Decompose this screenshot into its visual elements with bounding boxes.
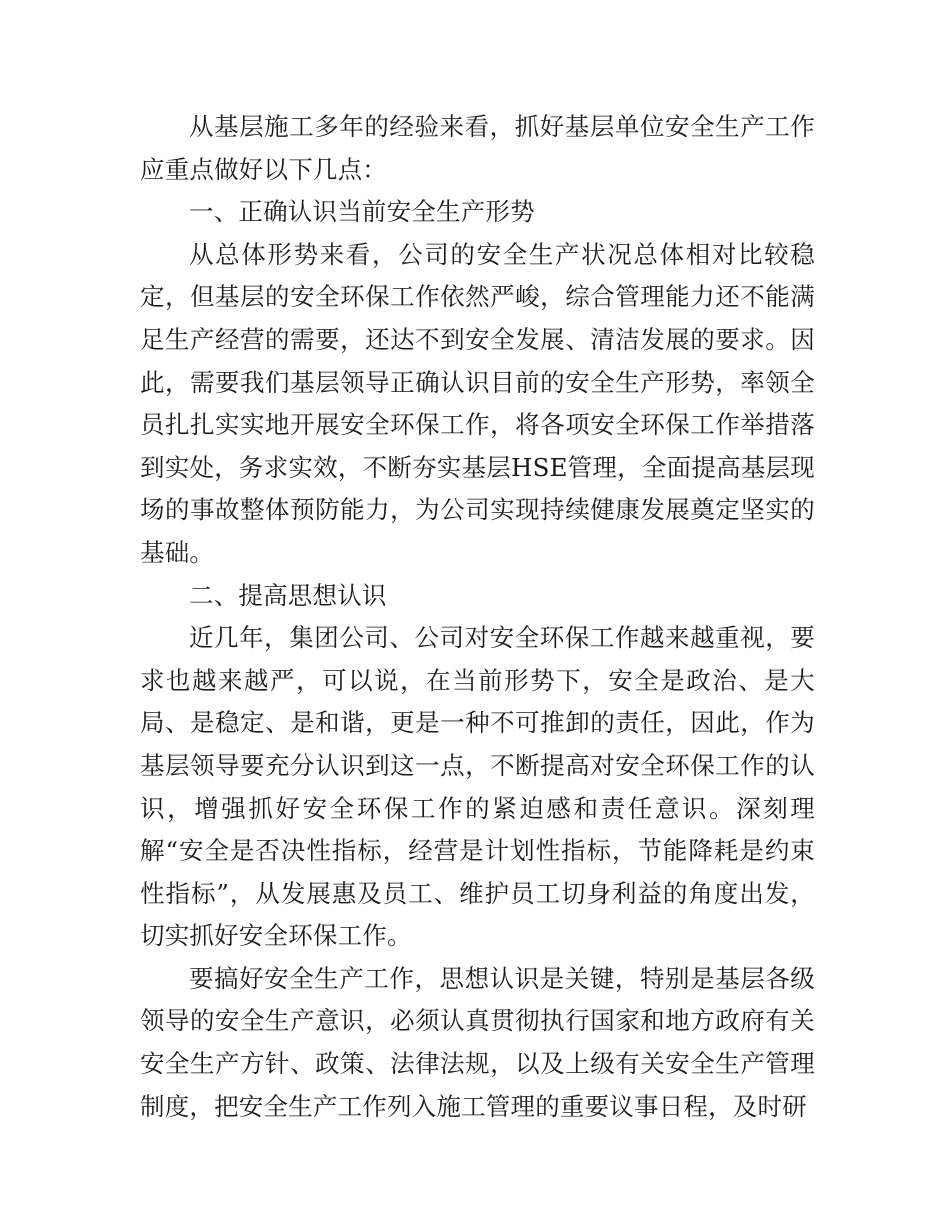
section-heading-2: 二、提高思想认识 bbox=[189, 580, 387, 610]
document-body bbox=[140, 106, 815, 1128]
section-heading-1: 一、正确认识当前安全生产形势 bbox=[189, 197, 535, 227]
paragraph-key-point: 要搞好安全生产工作，思想认识是关键，特别是基层各级领导的安全生产意识，必须认真贯彻执行国家和地方政府有关安全生产方针、政策、法律法规，以及上级有关安全生产管理制度，把安全生产工作列入施工管理的重要议事日程，及时研 bbox=[140, 963, 815, 1121]
paragraph-awareness: 近几年，集团公司、公司对安全环保工作越来越重视，要求也越来越严，可以说，在当前形势下，安全是政治、是大局、是稳定、是和谐，更是一种不可推卸的责任，因此，作为基层领导要充分认识到这一点，不断提高对安全环保工作的认识，增强抓好安全环保工作的紧迫感和责任意识。深刻理解“安全是否决性指标，经营是计划性指标，节能降耗是约束性指标”，从发展惠及员工、维护员工切身利益的角度出发，切实抓好安全环保工作。 bbox=[140, 623, 815, 951]
paragraph-intro: 从基层施工多年的经验来看，抓好基层单位安全生产工作应重点做好以下几点： bbox=[140, 112, 815, 184]
paragraph-situation: 从总体形势来看，公司的安全生产状况总体相对比较稳定，但基层的安全环保工作依然严峻，综合管理能力还不能满足生产经营的需要，还达不到安全发展、清洁发展的要求。因此，需要我们基层领导正确认识目前的安全生产形势，率领全员扎扎实实地开展安全环保工作，将各项安全环保工作举措落到实处，务求实效，不断夯实基层HSE管理，全面提高基层现场的事故整体预防能力，为公司实现持续健康发展奠定坚实的基础。 bbox=[140, 239, 815, 567]
